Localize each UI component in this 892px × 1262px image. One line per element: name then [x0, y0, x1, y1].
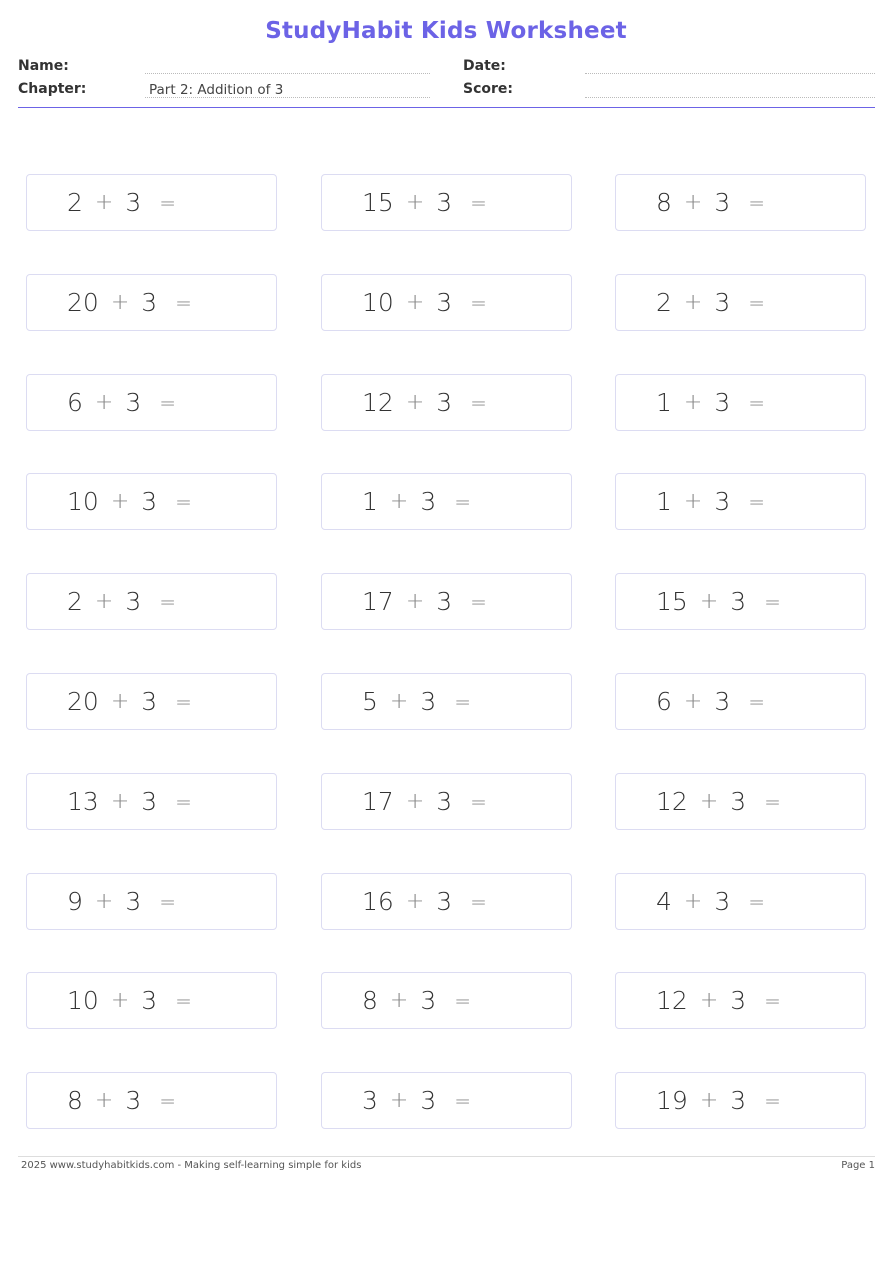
addend-b: 3	[125, 188, 142, 217]
name-field[interactable]	[145, 58, 430, 74]
problem-box[interactable]	[321, 374, 572, 431]
plus-sign: +	[683, 190, 703, 215]
plus-sign: +	[405, 290, 425, 315]
worksheet-title: StudyHabit Kids Worksheet	[265, 18, 627, 44]
problem-box[interactable]	[321, 174, 572, 231]
plus-sign: +	[699, 1088, 719, 1113]
plus-sign: +	[405, 190, 425, 215]
equals-sign: =	[764, 988, 781, 1013]
addend-a: 20	[67, 288, 99, 317]
header-divider	[18, 107, 875, 108]
plus-sign: +	[405, 390, 425, 415]
addend-a: 2	[67, 188, 83, 217]
addend-b: 3	[141, 787, 158, 816]
problem-box[interactable]	[615, 374, 866, 431]
addend-a: 3	[362, 1086, 378, 1115]
addend-b: 3	[730, 587, 747, 616]
plus-sign: +	[94, 889, 114, 914]
plus-sign: +	[699, 589, 719, 614]
equals-sign: =	[764, 1088, 781, 1113]
equals-sign: =	[470, 889, 487, 914]
addend-a: 17	[362, 587, 394, 616]
plus-sign: +	[389, 489, 409, 514]
problem-box[interactable]	[615, 573, 866, 630]
plus-sign: +	[94, 190, 114, 215]
addend-b: 3	[125, 388, 142, 417]
addend-a: 19	[656, 1086, 688, 1115]
addend-a: 1	[656, 388, 672, 417]
equals-sign: =	[764, 589, 781, 614]
plus-sign: +	[683, 390, 703, 415]
plus-sign: +	[110, 789, 130, 814]
equals-sign: =	[470, 290, 487, 315]
equals-sign: =	[175, 988, 192, 1013]
plus-sign: +	[94, 390, 114, 415]
addend-b: 3	[436, 388, 453, 417]
problem-box[interactable]	[321, 274, 572, 331]
addend-a: 8	[67, 1086, 83, 1115]
addend-b: 3	[730, 787, 747, 816]
problem-box[interactable]	[615, 274, 866, 331]
equals-sign: =	[764, 789, 781, 814]
addend-b: 3	[714, 687, 731, 716]
equals-sign: =	[470, 789, 487, 814]
equals-sign: =	[454, 988, 472, 1013]
equals-sign: =	[454, 489, 472, 514]
problem-box[interactable]	[26, 174, 277, 231]
footer-divider	[18, 1156, 875, 1157]
equals-sign: =	[175, 689, 192, 714]
score-field[interactable]	[585, 82, 875, 98]
plus-sign: +	[405, 789, 425, 814]
problem-box[interactable]	[26, 1072, 277, 1129]
equals-sign: =	[748, 390, 766, 415]
addend-b: 3	[420, 986, 437, 1015]
addend-a: 6	[67, 388, 83, 417]
problem-box[interactable]	[321, 573, 572, 630]
addend-a: 16	[362, 887, 394, 916]
problem-box[interactable]	[615, 174, 866, 231]
plus-sign: +	[683, 290, 703, 315]
addend-b: 3	[436, 288, 453, 317]
addend-a: 6	[656, 687, 672, 716]
addend-b: 3	[420, 487, 437, 516]
plus-sign: +	[699, 988, 719, 1013]
addend-a: 2	[656, 288, 672, 317]
plus-sign: +	[683, 489, 703, 514]
addend-a: 10	[67, 986, 99, 1015]
plus-sign: +	[683, 889, 703, 914]
addend-b: 3	[141, 288, 158, 317]
equals-sign: =	[159, 889, 177, 914]
addend-a: 8	[362, 986, 378, 1015]
addend-b: 3	[420, 687, 437, 716]
plus-sign: +	[110, 689, 130, 714]
addend-b: 3	[141, 487, 158, 516]
equals-sign: =	[748, 689, 766, 714]
addend-b: 3	[436, 188, 453, 217]
addend-a: 12	[362, 388, 394, 417]
equals-sign: =	[748, 290, 766, 315]
plus-sign: +	[683, 689, 703, 714]
problem-box[interactable]	[26, 573, 277, 630]
problem-box[interactable]	[321, 873, 572, 930]
equals-sign: =	[470, 390, 487, 415]
plus-sign: +	[389, 988, 409, 1013]
addend-a: 9	[67, 887, 83, 916]
addend-a: 1	[656, 487, 672, 516]
problem-box[interactable]	[615, 473, 866, 530]
addend-b: 3	[125, 887, 142, 916]
problem-box[interactable]	[321, 673, 572, 730]
equals-sign: =	[175, 489, 192, 514]
addend-a: 2	[67, 587, 83, 616]
footer-tagline: 2025 www.studyhabitkids.com - Making self-learning simple for kids	[21, 1160, 362, 1171]
equals-sign: =	[159, 1088, 177, 1113]
equals-sign: =	[748, 889, 766, 914]
date-field[interactable]	[585, 58, 875, 74]
problem-box[interactable]	[321, 473, 572, 530]
addend-a: 15	[362, 188, 394, 217]
equals-sign: =	[159, 390, 177, 415]
equals-sign: =	[454, 689, 472, 714]
problem-box[interactable]	[615, 873, 866, 930]
problem-box[interactable]	[26, 972, 277, 1029]
addend-b: 3	[436, 587, 453, 616]
addend-b: 3	[714, 188, 731, 217]
addend-b: 3	[714, 388, 731, 417]
equals-sign: =	[470, 190, 487, 215]
addend-a: 15	[656, 587, 688, 616]
name-label: Name:	[18, 58, 69, 74]
equals-sign: =	[175, 290, 192, 315]
addend-b: 3	[436, 787, 453, 816]
equals-sign: =	[748, 190, 766, 215]
problem-box[interactable]	[26, 873, 277, 930]
addend-a: 10	[362, 288, 394, 317]
equals-sign: =	[175, 789, 192, 814]
problem-box[interactable]	[26, 673, 277, 730]
plus-sign: +	[110, 988, 130, 1013]
addend-b: 3	[714, 487, 731, 516]
problem-box[interactable]	[615, 1072, 866, 1129]
plus-sign: +	[389, 689, 409, 714]
equals-sign: =	[159, 190, 177, 215]
addend-a: 20	[67, 687, 99, 716]
chapter-field[interactable]: Part 2: Addition of 3	[145, 82, 430, 98]
addend-a: 13	[67, 787, 99, 816]
addend-a: 12	[656, 787, 688, 816]
addend-b: 3	[141, 687, 158, 716]
addend-b: 3	[125, 587, 142, 616]
addend-b: 3	[125, 1086, 142, 1115]
equals-sign: =	[748, 489, 766, 514]
date-label: Date:	[463, 58, 506, 74]
problem-box[interactable]	[321, 972, 572, 1029]
problem-box[interactable]	[615, 673, 866, 730]
problem-box[interactable]	[26, 274, 277, 331]
plus-sign: +	[110, 290, 130, 315]
plus-sign: +	[389, 1088, 409, 1113]
addend-b: 3	[436, 887, 453, 916]
equals-sign: =	[454, 1088, 472, 1113]
addend-a: 1	[362, 487, 378, 516]
addend-b: 3	[714, 887, 731, 916]
score-label: Score:	[463, 81, 513, 97]
addend-a: 12	[656, 986, 688, 1015]
addend-b: 3	[141, 986, 158, 1015]
plus-sign: +	[94, 1088, 114, 1113]
addend-b: 3	[714, 288, 731, 317]
plus-sign: +	[94, 589, 114, 614]
problem-box[interactable]	[321, 1072, 572, 1129]
problem-box[interactable]	[321, 773, 572, 830]
plus-sign: +	[110, 489, 130, 514]
problem-box[interactable]	[26, 773, 277, 830]
equals-sign: =	[470, 589, 487, 614]
plus-sign: +	[405, 589, 425, 614]
plus-sign: +	[699, 789, 719, 814]
addend-a: 8	[656, 188, 672, 217]
addend-b: 3	[730, 986, 747, 1015]
plus-sign: +	[405, 889, 425, 914]
addend-a: 4	[656, 887, 672, 916]
addend-a: 5	[362, 687, 378, 716]
addend-a: 17	[362, 787, 394, 816]
addend-b: 3	[420, 1086, 437, 1115]
addend-b: 3	[730, 1086, 747, 1115]
page-number: Page 1	[841, 1160, 875, 1171]
problem-box[interactable]	[615, 972, 866, 1029]
problem-box[interactable]	[26, 374, 277, 431]
problem-box[interactable]	[615, 773, 866, 830]
addend-a: 10	[67, 487, 99, 516]
equals-sign: =	[159, 589, 177, 614]
chapter-label: Chapter:	[18, 81, 87, 97]
problem-box[interactable]	[26, 473, 277, 530]
